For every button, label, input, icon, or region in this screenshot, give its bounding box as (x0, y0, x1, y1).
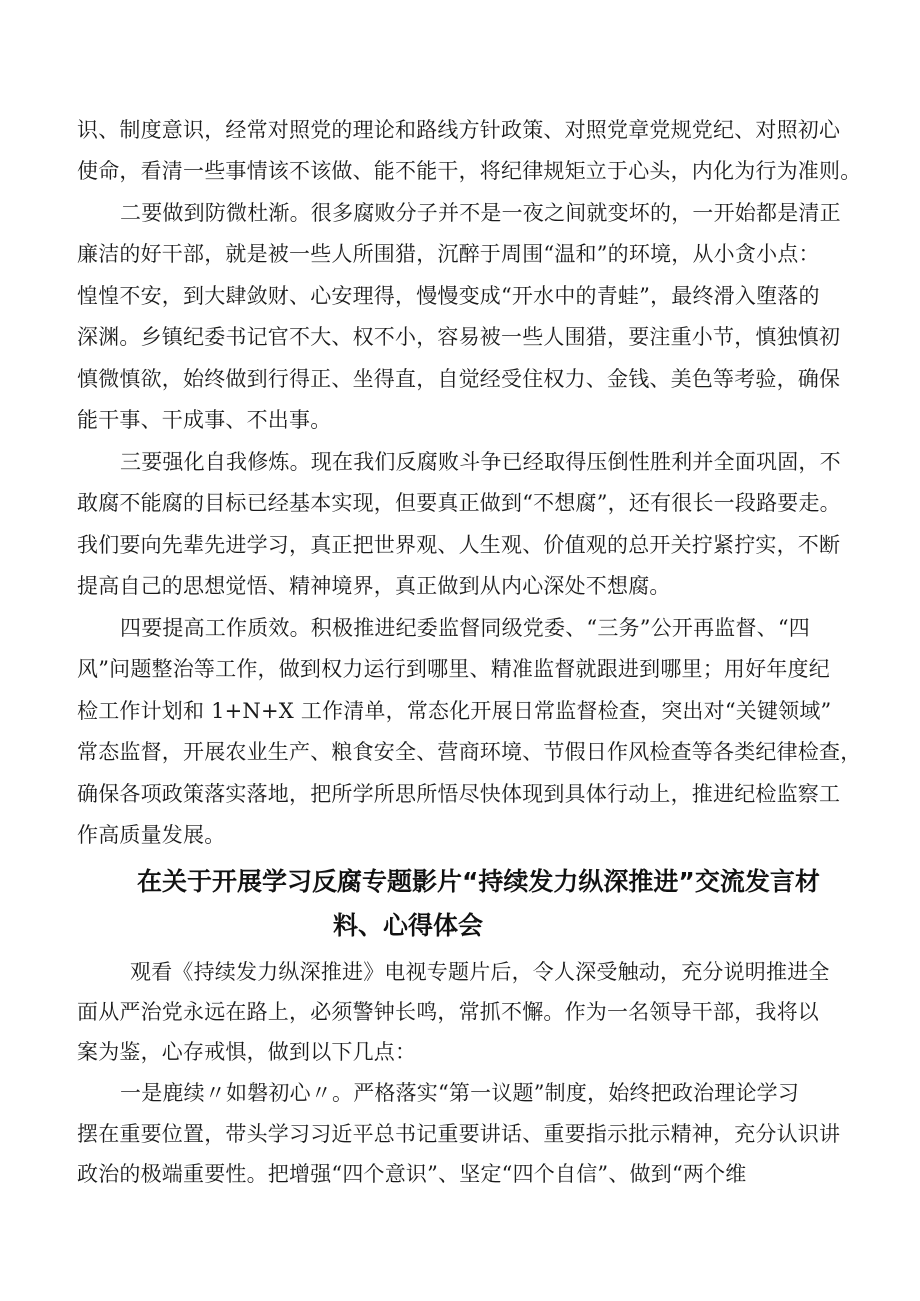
paragraph-line: 面从严治党永远在路上，必须警钟长鸣，常抓不懈。作为一名领导干部，我将以 (77, 1000, 819, 1024)
paragraph-line: 确保各项政策落实落地，把所学所思所悟尽快体现到具体行动上，推进纪检监察工 (77, 782, 841, 806)
paragraph-line: 能干事、干成事、不出事。 (77, 408, 332, 432)
paragraph-line: 识、制度意识，经常对照党的理论和路线方针政策、对照党章党规党纪、对照初心 (77, 118, 841, 142)
section-title: 料、心得体会 (333, 911, 484, 940)
paragraph-line: 二要做到防微杜渐。很多腐败分子并不是一夜之间就变坏的，一开始都是清正 (120, 201, 841, 225)
paragraph-line: 摆在重要位置，带头学习习近平总书记重要讲话、重要指示批示精神，充分认识讲 (77, 1122, 841, 1146)
paragraph-line: 四要提高工作质效。积极推进纪委监督同级党委、“三务”公开再监督、“四 (120, 616, 811, 640)
paragraph-line: 我们要向先辈先进学习，真正把世界观、人生观、价值观的总开关拧紧拧实，不断 (77, 533, 841, 557)
paragraph-line: 作高质量发展。 (77, 823, 226, 847)
paragraph-line: 观看《持续发力纵深推进》电视专题片后，令人深受触动，充分说明推进全 (130, 960, 830, 984)
paragraph-line: 提高自己的思想觉悟、精神境界，真正做到从内心深处不想腐。 (77, 574, 671, 598)
paragraph-line: 深渊。乡镇纪委书记官不大、权不小，容易被一些人围猎，要注重小节，慎独慎初 (77, 325, 841, 349)
paragraph-line: 政治的极端重要性。把增强“四个意识”、坚定“四个自信”、做到“两个维 (77, 1162, 747, 1186)
paragraph-line: 风”问题整治等工作，做到权力运行到哪里、精准监督就跟进到哪里；用好年度纪 (77, 657, 830, 681)
paragraph-line: 案为鉴，心存戒惧，做到以下几点： (77, 1040, 417, 1064)
paragraph-line: 敢腐不能腐的目标已经基本实现，但要真正做到“不想腐”，还有很长一段路要走。 (77, 491, 841, 515)
paragraph-line: 常态监督，开展农业生产、粮食安全、营商环境、节假日作风检查等各类纪律检查， (77, 740, 862, 764)
paragraph-line: 三要强化自我修炼。现在我们反腐败斗争已经取得压倒性胜利并全面巩固，不 (120, 450, 841, 474)
paragraph-line: 慎微慎欲，始终做到行得正、坐得直，自觉经受住权力、金钱、美色等考验，确保 (77, 367, 841, 391)
paragraph-line: 使命，看清一些事情该不该做、能不能干，将纪律规矩立于心头，内化为行为准则。 (77, 159, 862, 183)
section-title: 在关于开展学习反腐专题影片“持续发力纵深推进”交流发言材 (137, 867, 820, 896)
paragraph-line: 廉洁的好干部，就是被一些人所围猎，沉醉于周围“温和”的环境，从小贪小点： (77, 242, 820, 266)
paragraph-line: 一是鹿续〃如磐初心〃。严格落实“第一议题”制度，始终把政治理论学习 (120, 1081, 800, 1105)
paragraph-line: 惶惶不安，到大肆敛财、心安理得，慢慢变成“开水中的青蛙”，最终滑入堕落的 (77, 284, 820, 308)
paragraph-line: 检工作计划和 1+N+X 工作清单，常态化开展日常监督检查，突出对“关键领域” (77, 699, 832, 723)
